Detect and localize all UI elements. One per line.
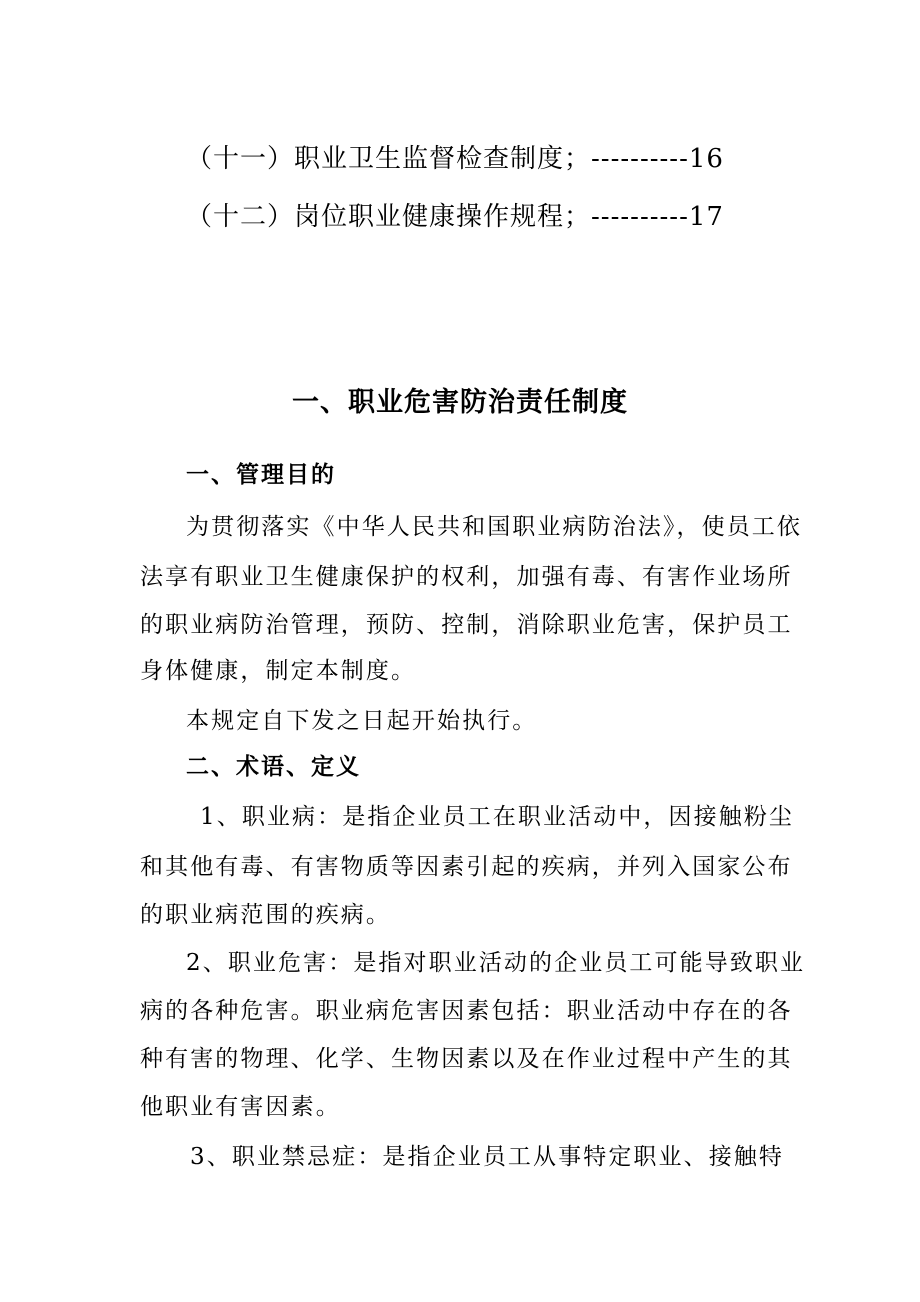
paragraph-line: 为贯彻落实《中华人民共和国职业病防治法》，使员工依 [186, 514, 802, 540]
paragraph-line: 他职业有害因素。 [140, 1094, 341, 1120]
toc-entry-11 [186, 138, 724, 175]
section-heading-terms: 二、术语、定义 [186, 754, 361, 780]
paragraph-line: 的职业病防治管理，预防、控制，消除职业危害，保护员工 [140, 612, 793, 638]
paragraph-line: 种有害的物理、化学、生物因素以及在作业过程中产生的其 [140, 1046, 793, 1072]
paragraph-line: 法享有职业卫生健康保护的权利，加强有毒、有害作业场所 [140, 564, 793, 590]
toc-entry-text: （十二）岗位职业健康操作规程； [186, 202, 592, 232]
paragraph-line: 身体健康，制定本制度。 [140, 658, 417, 684]
toc-page-number: 17 [688, 202, 724, 232]
paragraph-line: 的职业病范围的疾病。 [140, 902, 391, 928]
paragraph-line: 3、职业禁忌症：是指企业员工从事特定职业、接触特 [190, 1144, 785, 1170]
paragraph-line: 本规定自下发之日起开始执行。 [186, 708, 538, 734]
toc-leader: ---------- [591, 144, 689, 174]
toc-leader: ---------- [591, 202, 689, 232]
paragraph-line: 和其他有毒、有害物质等因素引起的疾病，并列入国家公布 [140, 854, 793, 880]
toc-page-number: 16 [688, 144, 724, 174]
toc-entry-12 [186, 196, 724, 233]
paragraph-line: 1、职业病：是指企业员工在职业活动中，因接触粉尘 [200, 804, 795, 830]
paragraph-line: 病的各种危害。职业病危害因素包括：职业活动中存在的各 [140, 998, 793, 1024]
paragraph-line: 2、职业危害：是指对职业活动的企业员工可能导致职业 [186, 950, 806, 976]
section-heading-purpose: 一、管理目的 [186, 462, 336, 488]
chapter-title: 一、职业危害防治责任制度 [292, 387, 628, 418]
toc-entry-text: （十一）职业卫生监督检查制度； [186, 144, 592, 174]
